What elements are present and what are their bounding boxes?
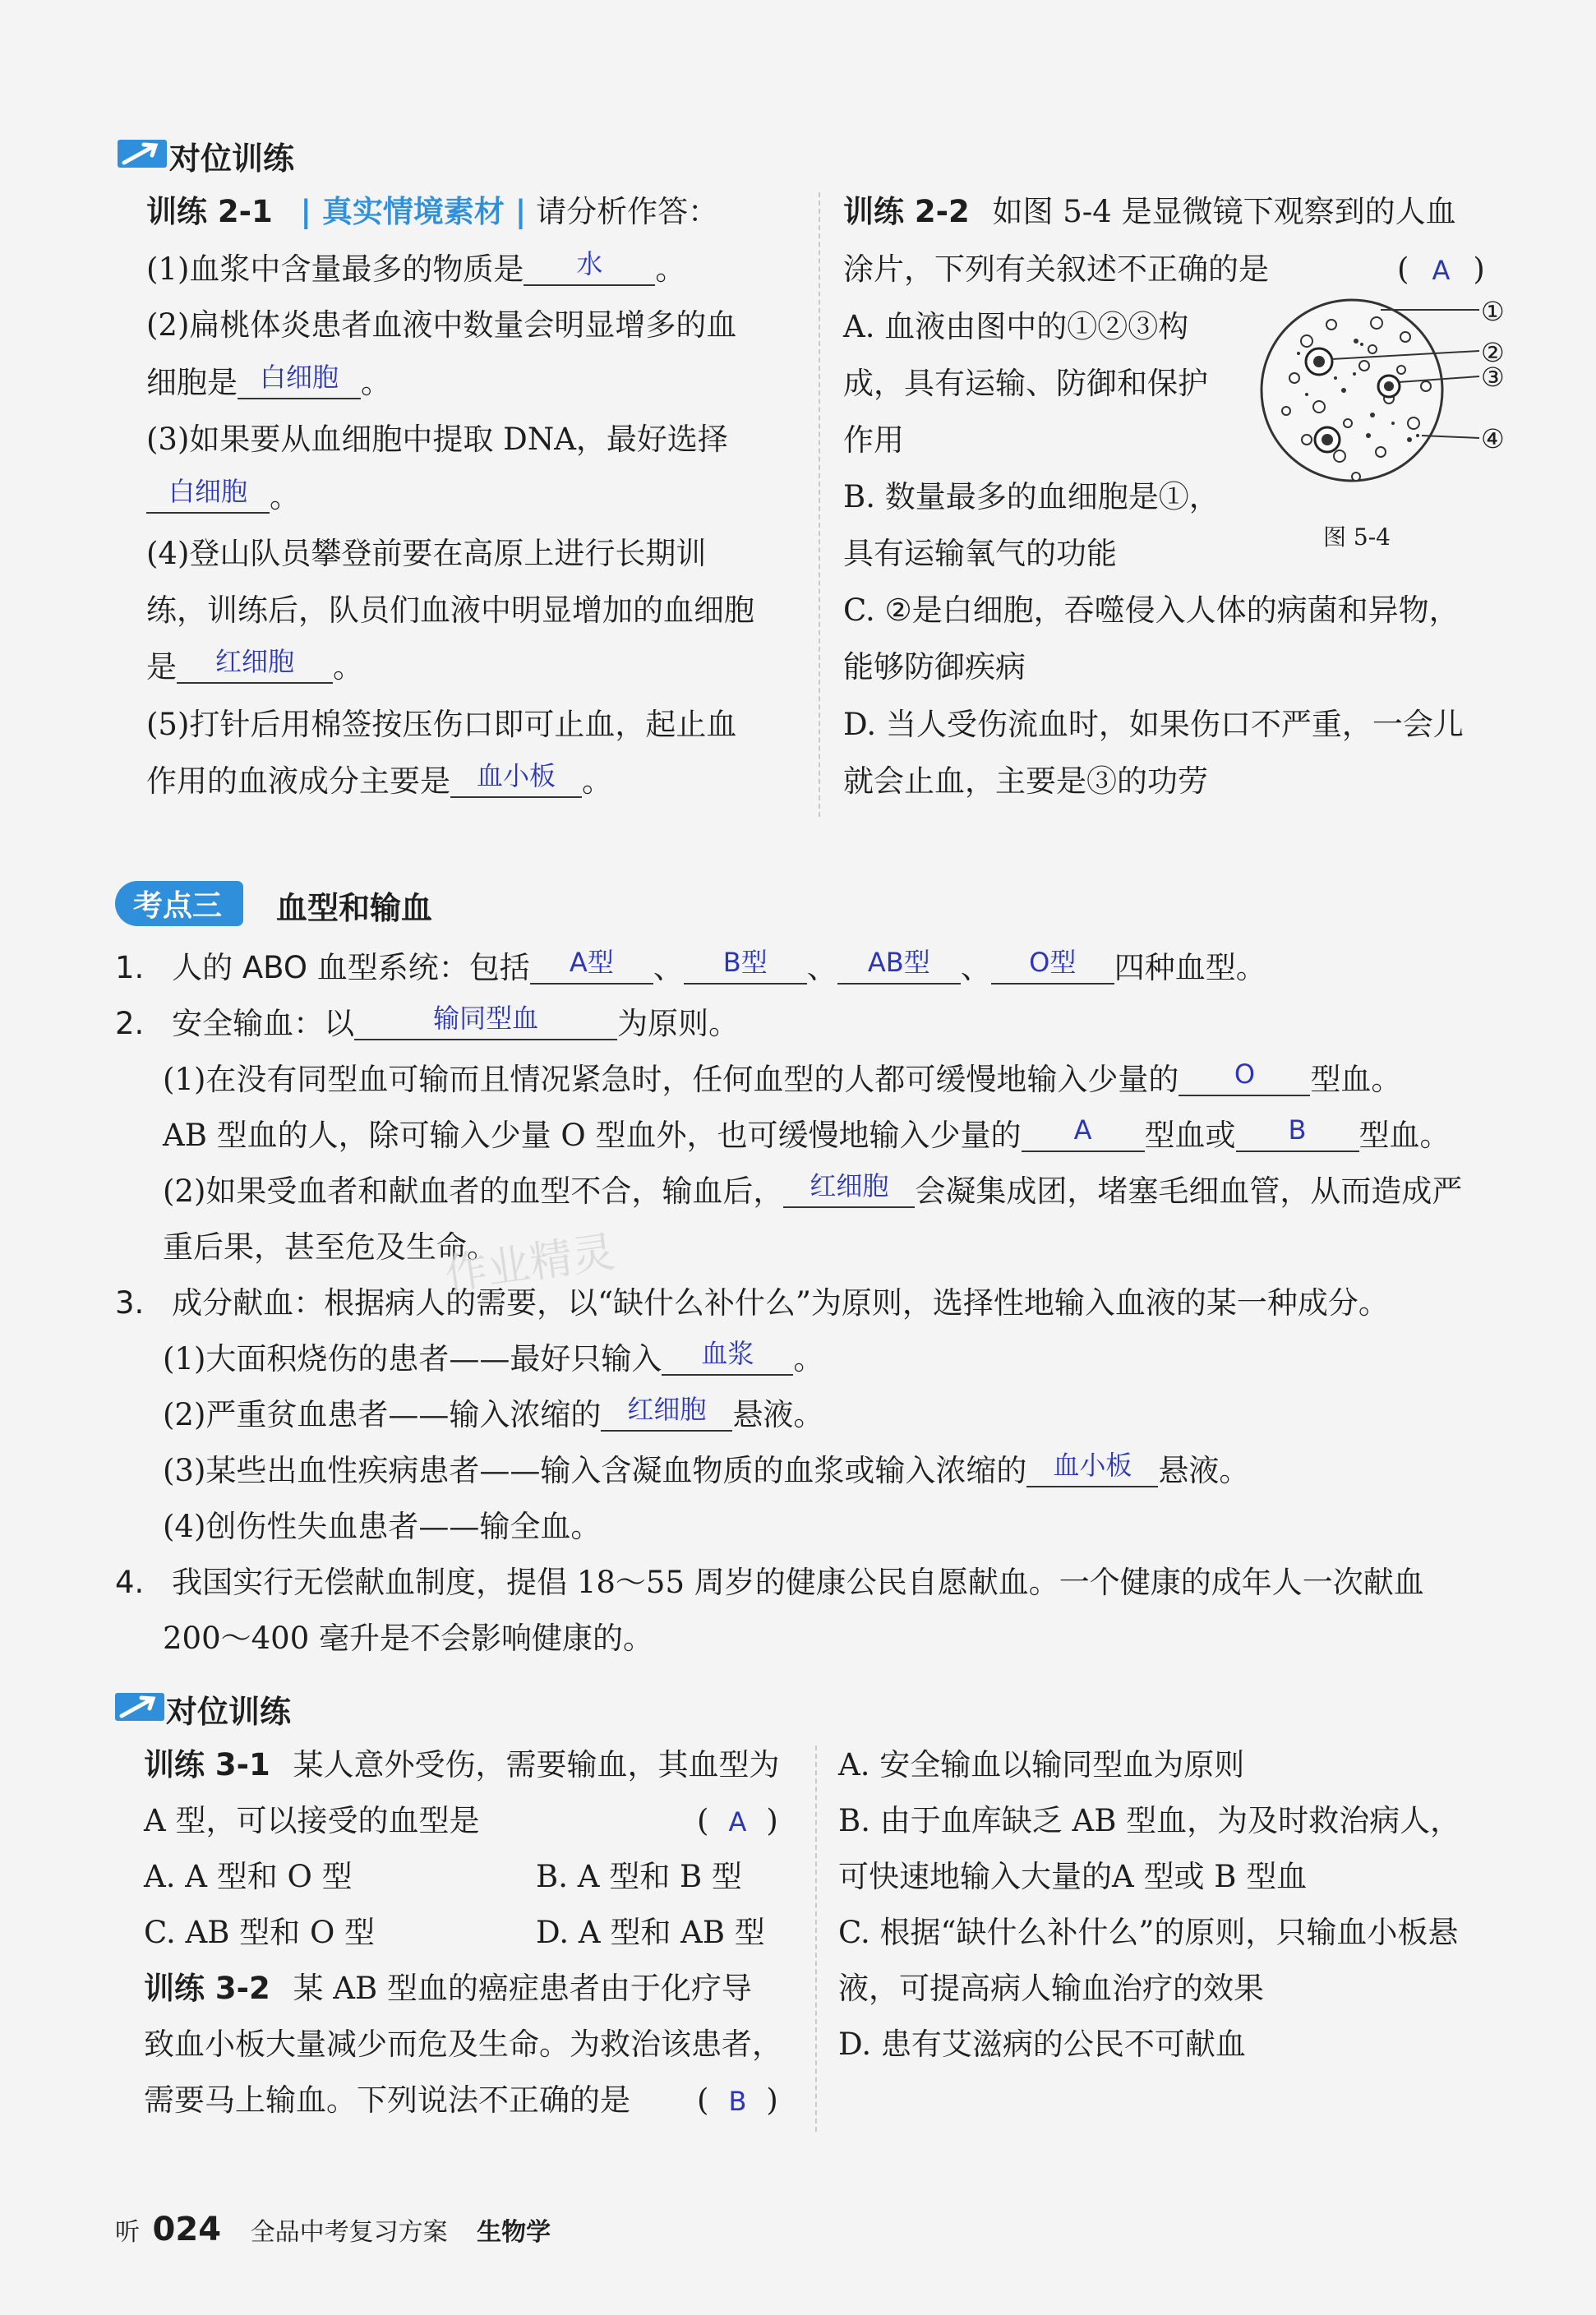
subject: 生物学	[477, 2218, 551, 2247]
item3-s3: (3)某些出血性疾病患者——输入含凝血物质的血浆或输入浓缩的 血小板 悬液。	[163, 1450, 1250, 1488]
q22-optD-2: 就会止血，主要是③的功劳	[843, 763, 1208, 799]
footer	[115, 2211, 551, 2248]
figure-caption: 图 5-4	[1323, 523, 1391, 551]
q22-label: 训练 2-2	[843, 194, 970, 229]
section-heading: 对位训练	[169, 141, 295, 177]
book-title: 全品中考复习方案	[250, 2218, 448, 2247]
answer-blank: 红细胞	[783, 1172, 915, 1208]
answer-blank: AB型	[837, 948, 961, 985]
watermark: 作业精灵	[441, 1227, 618, 1301]
section-heading: 对位训练	[166, 1694, 292, 1730]
arrow-icon	[115, 1693, 164, 1721]
answer-blank: A型	[530, 948, 653, 985]
item3: 3. 成分献血：根据病人的需要，以“缺什么补什么”为原则，选择性地输入血液的某一种成分。	[115, 1285, 1389, 1321]
q32-optC-1: C. 根据“缺什么补什么”的原则，只输血小板悬	[838, 1915, 1459, 1950]
fig-label-4: ④	[1481, 423, 1505, 454]
answer-blank: 输同型血	[354, 1004, 617, 1040]
answer-blank: 白细胞	[238, 363, 361, 399]
q32-line3: 需要马上输血。下列说法不正确的是	[144, 2082, 630, 2118]
q31-optD: D. A 型和 AB 型	[536, 1915, 765, 1950]
q21-label: 训练 2-1	[146, 194, 273, 229]
q21-p5-line1: (5)打针后用棉签按压伤口即可止血，起止血	[146, 707, 737, 742]
q21-p4-line3: 是 红细胞 。	[146, 646, 363, 685]
q22-optC-1: C. ②是白细胞，吞噬侵入人体的病菌和异物，	[843, 593, 1460, 628]
q31-answer-paren: ( A )	[697, 1803, 778, 1838]
q32-line1: 训练 3-2 某 AB 型血的癌症患者由于化疗导	[144, 1971, 752, 2006]
q21-tag: | 真实情境素材 |	[300, 194, 527, 229]
q22-optA-2: 成，具有运输、防御和保护	[843, 366, 1208, 401]
q21-p5-line2: 作用的血液成分主要是 血小板 。	[146, 760, 612, 799]
answer-blank: B型	[684, 948, 807, 985]
q31-line1: 训练 3-1 某人意外受伤，需要输血，其血型为	[144, 1747, 780, 1782]
q31-line2: A 型，可以接受的血型是	[144, 1803, 480, 1838]
q22-optC-2: 能够防御疾病	[843, 649, 1026, 685]
q22-line2: 涂片，下列有关叙述不正确的是	[843, 251, 1269, 287]
answer-blank: O型	[991, 948, 1114, 985]
q32-optC-2: 液，可提高病人输血治疗的效果	[838, 1971, 1264, 2006]
answer-blank: B	[1236, 1116, 1359, 1152]
q21-p4-line1: (4)登山队员攀登前要在高原上进行长期训	[146, 536, 707, 571]
q32-optD: D. 患有艾滋病的公民不可献血	[838, 2027, 1246, 2062]
figure-blood-smear	[1257, 292, 1512, 489]
q31-optA: A. A 型和 O 型	[144, 1859, 353, 1894]
answer-blank: 白细胞	[146, 477, 270, 514]
q32-optB-2: 可快速地输入大量的A 型或 B 型血	[838, 1859, 1308, 1894]
answer-blank: O	[1179, 1060, 1310, 1096]
q22-optA-3: 作用	[843, 422, 904, 458]
q21-prompt: 请分析作答：	[536, 194, 719, 229]
answer-blank: 血小板	[1026, 1451, 1158, 1487]
q22-optB-1: B. 数量最多的血细胞是①，	[843, 479, 1220, 514]
answer-blank: 红细胞	[601, 1395, 732, 1432]
q31-optC: C. AB 型和 O 型	[144, 1915, 376, 1950]
q21-p3-line1: (3)如果要从血细胞中提取 DNA，最好选择	[146, 422, 728, 457]
page-number: 024	[152, 2211, 222, 2248]
q21-p2-line1: (2)扁桃体炎患者血液中数量会明显增多的血	[146, 307, 737, 343]
column-divider	[819, 192, 820, 817]
item3-s4: (4)创伤性失血患者——输全血。	[163, 1509, 602, 1544]
item2: 2. 安全输血：以 输同型血 为原则。	[115, 1003, 740, 1041]
q22-optD-1: D. 当人受伤流血时，如果伤口不严重，一会儿	[843, 707, 1464, 742]
answer-blank: 红细胞	[177, 648, 333, 684]
item2-s2-line2: 重后果，甚至危及生命。	[163, 1229, 497, 1265]
q22-optB-2: 具有运输氧气的功能	[843, 536, 1117, 571]
q31-optB: B. A 型和 B 型	[536, 1859, 742, 1894]
kaodian-title: 血型和输血	[276, 890, 433, 926]
column-divider	[815, 1745, 817, 2132]
q21-p4-line2: 练，训练后，队员们血液中明显增加的血细胞	[146, 593, 754, 628]
answer-blank: 血小板	[450, 762, 582, 798]
item4-line2: 200～400 毫升是不会影响健康的。	[163, 1621, 654, 1656]
q22-answer-paren: ( A )	[1397, 251, 1485, 287]
item3-s1: (1)大面积烧伤的患者——最好只输入 血浆 。	[163, 1338, 824, 1377]
item3-s2: (2)严重贫血患者——输入浓缩的 红细胞 悬液。	[163, 1394, 824, 1432]
item2-s2: (2)如果受血者和献血者的血型不合，输血后， 红细胞 会凝集成团，堵塞毛细血管，从而造成严	[163, 1170, 1463, 1209]
item4-line1: 4. 我国实行无偿献血制度，提倡 18～55 周岁的健康公民自愿献血。一个健康的成年人一次献血	[115, 1565, 1424, 1600]
q32-answer-paren: ( B )	[697, 2082, 778, 2118]
q21-p2-line2: 细胞是 白细胞 。	[146, 362, 391, 400]
item1: 1. 人的 ABO 血型系统：包括 A型 、 B型 、 AB型 、 O型 四种血型。	[115, 947, 1266, 985]
item2-s1b: AB 型血的人，除可输入少量 O 型血外，也可缓慢地输入少量的 A 型血或 B 型血。	[163, 1114, 1451, 1153]
q21-p3-line2: 白细胞 。	[146, 477, 300, 517]
arrow-icon	[118, 140, 167, 168]
q22-optA-1: A. 血液由图中的①②③构	[843, 309, 1189, 344]
q32-optB-1: B. 由于血库缺乏 AB 型血，为及时救治病人，	[838, 1803, 1461, 1838]
q32-line2: 致血小板大量减少而危及生命。为救治该患者，	[144, 2027, 782, 2062]
answer-blank: 血浆	[662, 1340, 793, 1376]
kaodian-badge: 考点三	[115, 881, 243, 926]
fig-label-3: ③	[1481, 362, 1505, 393]
footer-prefix: 听	[115, 2218, 140, 2247]
item2-s1: (1)在没有同型血可输而且情况紧急时，任何血型的人都可缓慢地输入少量的 O 型血。	[163, 1058, 1402, 1097]
fig-label-2: ②	[1481, 337, 1505, 368]
q32-optA: A. 安全输血以输同型血为原则	[838, 1747, 1245, 1782]
answer-blank: A	[1022, 1116, 1145, 1152]
answer-blank: 水	[524, 250, 655, 286]
q21-stem	[146, 192, 718, 232]
fig-label-1: ①	[1481, 296, 1505, 327]
q22-line1: 训练 2-2 如图 5-4 是显微镜下观察到的人血	[843, 194, 1456, 229]
q21-p1: (1)血浆中含量最多的物质是 水 。	[146, 248, 686, 287]
